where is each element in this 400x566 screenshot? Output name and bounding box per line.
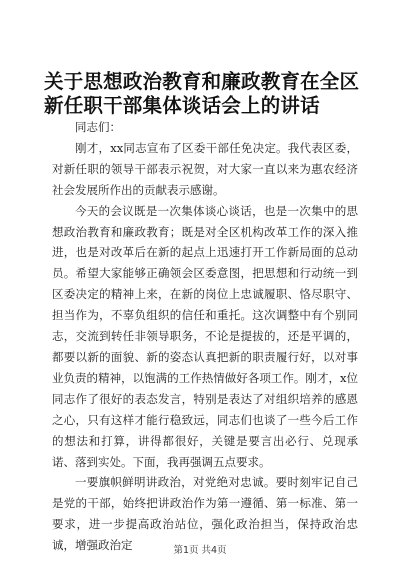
body-paragraph: 刚才，xx同志宣布了区委干部任免决定。我代表区委，对新任职的领导干部表示祝贺，对大家一直以来为惠农经济社会发展所作出的贡献表示感谢。 (52, 140, 358, 197)
document-body (52, 117, 358, 556)
page-number: 第1页 共4页 (173, 545, 227, 556)
body-paragraph: 一要旗帜鲜明讲政治，对党绝对忠诚。要时刻牢记自己是党的干部，始终把讲政治作为第一遵循、第一标准、第一要求，进一步提高政治站位，强化政治担当，保持政治忠诚，增强政治定 (52, 475, 358, 553)
document-title: 关于思想政治教育和廉政教育在全区新任职干部集体谈话会上的讲话 (44, 70, 360, 117)
salutation-paragraph: 同志们： (75, 120, 121, 134)
body-paragraph: 今天的会议既是一次集体谈心谈话，也是一次集中的思想政治教育和廉政教育；既是对全区机构改革工作的深入推进，也是对改革后在新的起点上迅速打开工作新局面的总动员。希望大家能够正确领会区委意图，把思想和行动统一到区委决定的精神上来，在新的岗位上忠诚履职、恪尽职守、担当作为，不辜负组织的信任和重托。这次调整中有个别同志，交流到转任非领导职务，不论是提拔的，还是平调的，都要以新的面貌、新的姿态认真把新的职责履行好，以对事业负责的精神，以饱满的工作热情做好各项工作。刚才，x位同志作了很好的表态发言，特别是表达了对组织培养的感恩之心，只有这样才能行稳致远，同志们也谈了一些今后工作的想法和打算，讲得都很好，关键是要言出必行、兑现承诺、落到实处。下面，我再强调五点要求。 (52, 203, 358, 469)
